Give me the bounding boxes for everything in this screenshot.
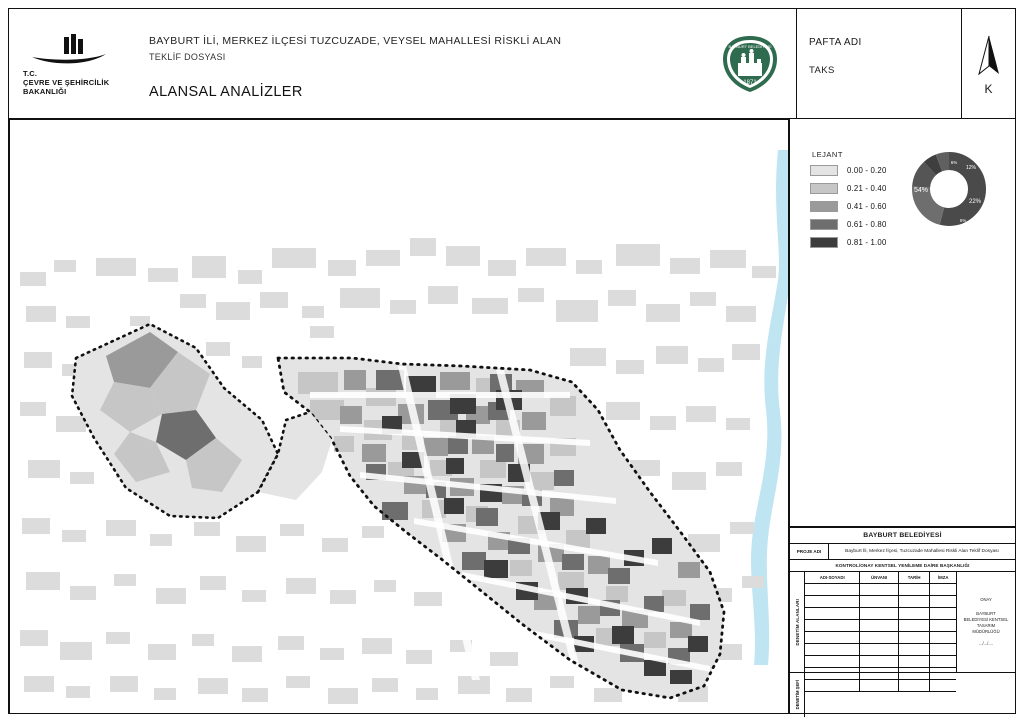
taks-distribution-donut-chart bbox=[903, 143, 995, 235]
cell[interactable] bbox=[898, 620, 930, 632]
foot-label: DENETİM ŞEFİ bbox=[794, 680, 800, 710]
table-row[interactable] bbox=[805, 596, 956, 608]
donut-label-1: 22% bbox=[968, 199, 982, 205]
sheet-title: ALANSAL ANALİZLER bbox=[149, 84, 303, 100]
cell[interactable] bbox=[805, 608, 860, 620]
legend-item-3 bbox=[810, 219, 886, 230]
cell[interactable] bbox=[898, 656, 930, 668]
legend-panel bbox=[789, 119, 1015, 527]
cell[interactable] bbox=[930, 632, 956, 644]
cell[interactable] bbox=[805, 596, 860, 608]
cell[interactable] bbox=[860, 632, 898, 644]
legend-label-3: 0.61 - 0.80 bbox=[847, 220, 887, 229]
ministry-logo bbox=[9, 9, 129, 119]
legend-swatch-4 bbox=[810, 237, 838, 248]
cell[interactable] bbox=[805, 584, 860, 596]
stamp-line-4: .../.../.... bbox=[979, 641, 993, 646]
cell[interactable] bbox=[805, 656, 860, 668]
project-subtitle: TEKLİF DOSYASI bbox=[149, 52, 226, 62]
stamp-line-1: BELEDİYESİ KENTSEL bbox=[963, 617, 1009, 622]
project-title: BAYBURT İLİ, MERKEZ İLÇESİ TUZCUZADE, VEYSEL MAHALLESİ RİSKLİ ALAN bbox=[149, 35, 562, 47]
north-letter: K bbox=[984, 82, 993, 96]
legend-label-2: 0.41 - 0.60 bbox=[847, 202, 887, 211]
pafta-label: PAFTA ADI bbox=[809, 37, 862, 48]
legend-label-0: 0.00 - 0.20 bbox=[847, 166, 887, 175]
legend-swatch-0 bbox=[810, 165, 838, 176]
cell[interactable] bbox=[898, 644, 930, 656]
cell[interactable] bbox=[860, 584, 898, 596]
side-label: DENETİM ALANLARI bbox=[794, 598, 800, 646]
cell[interactable] bbox=[860, 644, 898, 656]
north-arrow-icon bbox=[974, 32, 1004, 80]
control-header: KONTROL/ONAY KENTSEL YENİLEME DAİRE BAŞKANLIĞI bbox=[790, 560, 1015, 572]
cell[interactable] bbox=[805, 644, 860, 656]
cell[interactable] bbox=[860, 596, 898, 608]
signature-table-wrap bbox=[805, 572, 957, 672]
cell[interactable] bbox=[930, 584, 956, 596]
stamp-title: ONAY bbox=[980, 597, 992, 602]
legend-swatch-3 bbox=[810, 219, 838, 230]
legend-item-4 bbox=[810, 237, 886, 248]
stamp-line-0: BAYBURT bbox=[976, 611, 996, 616]
svg-text:1871: 1871 bbox=[743, 80, 757, 86]
map-panel[interactable] bbox=[9, 119, 789, 714]
pafta-value: TAKS bbox=[809, 65, 835, 76]
legend-title: LEJANT bbox=[812, 150, 843, 159]
cell[interactable] bbox=[898, 596, 930, 608]
logo-line1: T.C. bbox=[23, 68, 38, 78]
project-value: Bayburt İli, Merkez İlçesi, Tuzcuzade Mahallesi Riskli Alan Teklif Dosyası bbox=[845, 549, 999, 554]
stamp-line-3: MÜDÜRLÜĞÜ bbox=[972, 629, 1000, 634]
table-row[interactable] bbox=[805, 656, 956, 668]
col-tarih: TARİH bbox=[898, 572, 930, 584]
municipality-seal bbox=[704, 9, 797, 119]
donut-label-4: 6% bbox=[959, 218, 967, 223]
pafta-block bbox=[797, 9, 962, 119]
legend-item-1 bbox=[810, 183, 886, 194]
side-label-cell bbox=[790, 572, 805, 672]
cell[interactable] bbox=[805, 632, 860, 644]
cell[interactable] bbox=[805, 620, 860, 632]
col-adi-soyadi: ADI-SOYADI bbox=[805, 572, 860, 584]
approval-footer bbox=[790, 673, 1015, 717]
cell[interactable] bbox=[930, 620, 956, 632]
municipality-name: BAYBURT BELEDİYESİ bbox=[790, 528, 1015, 544]
project-key: PROJE ADI bbox=[790, 544, 829, 559]
cell[interactable] bbox=[898, 608, 930, 620]
donut-label-3: 6% bbox=[950, 160, 958, 165]
cell[interactable] bbox=[860, 608, 898, 620]
legend-swatch-2 bbox=[810, 201, 838, 212]
svg-text:BAYBURT BELEDİYESİ: BAYBURT BELEDİYESİ bbox=[728, 44, 772, 49]
legend-item-0 bbox=[810, 165, 886, 176]
analysis-map[interactable] bbox=[10, 120, 788, 713]
project-row bbox=[790, 544, 1015, 560]
legend-item-2 bbox=[810, 201, 886, 212]
table-row[interactable] bbox=[805, 632, 956, 644]
logo-line3: BAKANLIĞI bbox=[23, 86, 67, 96]
ministry-logo-icon bbox=[26, 33, 112, 67]
approval-info-panel bbox=[789, 527, 1015, 714]
donut-label-2: 12% bbox=[965, 165, 977, 171]
table-row[interactable] bbox=[805, 644, 956, 656]
table-row[interactable] bbox=[805, 620, 956, 632]
cell[interactable] bbox=[930, 656, 956, 668]
cell[interactable] bbox=[898, 632, 930, 644]
title-block bbox=[129, 9, 704, 119]
cell[interactable] bbox=[860, 656, 898, 668]
foot-blank-area bbox=[805, 673, 1015, 717]
logo-line2: ÇEVRE VE ŞEHİRCİLİK bbox=[23, 77, 110, 87]
stamp-line-2: TASARIM bbox=[976, 623, 996, 628]
col-imza: İMZA bbox=[930, 572, 956, 584]
north-indicator bbox=[962, 9, 1015, 119]
legend-label-1: 0.21 - 0.40 bbox=[847, 184, 887, 193]
donut-label-0: 54% bbox=[913, 187, 929, 194]
legend-swatch-1 bbox=[810, 183, 838, 194]
cell[interactable] bbox=[930, 596, 956, 608]
cell[interactable] bbox=[930, 644, 956, 656]
table-row[interactable] bbox=[805, 608, 956, 620]
col-unvani: ÜNVANI bbox=[860, 572, 898, 584]
foot-label-cell bbox=[790, 673, 805, 717]
cell[interactable] bbox=[860, 620, 898, 632]
cell[interactable] bbox=[898, 584, 930, 596]
cell[interactable] bbox=[930, 608, 956, 620]
approval-body bbox=[790, 572, 1015, 673]
approval-stamp bbox=[957, 572, 1015, 672]
municipality-seal-icon bbox=[719, 33, 781, 95]
table-row[interactable] bbox=[805, 584, 956, 596]
title-bar bbox=[9, 9, 1015, 119]
table-header-row bbox=[805, 572, 956, 584]
legend-label-4: 0.81 - 1.00 bbox=[847, 238, 887, 247]
